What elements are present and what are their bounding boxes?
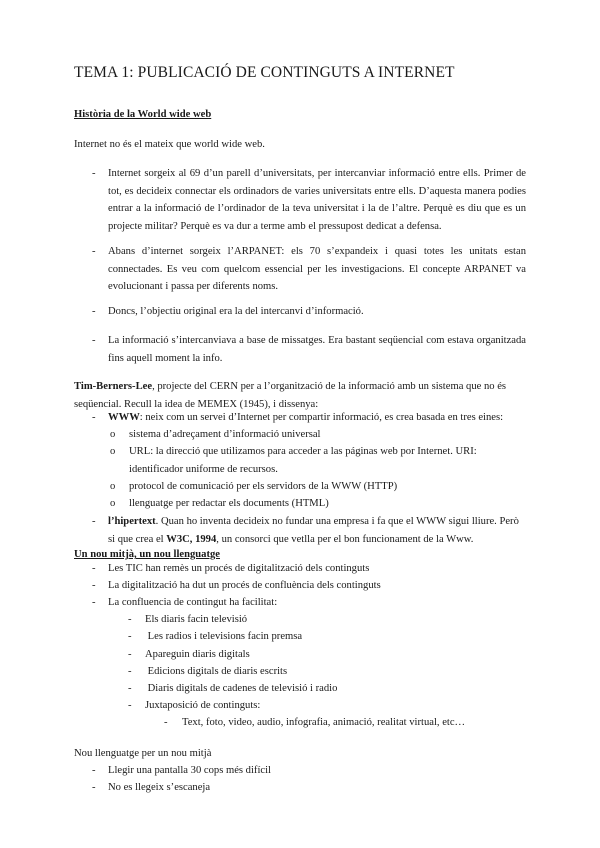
sub-dash: -: [128, 666, 132, 677]
bullet-dash: -: [92, 516, 96, 527]
sub-item-newspapers-tv: Els diaris facin televisió: [145, 614, 248, 625]
hypertext-label: l’hipertext: [108, 516, 156, 527]
bullet-dash: -: [92, 335, 96, 346]
bullet-dash: -: [92, 765, 96, 776]
bullet-screen-reading: Llegir una pantalla 30 cops més difícil: [108, 765, 271, 776]
bullet-dash: -: [92, 563, 96, 574]
bullet-dash: -: [92, 597, 96, 608]
paragraph-arpanet: Abans d’internet sorgeix l’ARPANET: els 70 s’expandeix i quasi totes les unitats estan connectades. Es veu com quelcom essencial per les investigacions. El concepte ARPANET va evolucionant i passa per diferents noms.: [108, 246, 526, 293]
hypertext-text-end: , un consorci que vetlla per el bon funcionament de la Www.: [216, 533, 474, 545]
bullet-confluence: La confluencia de contingut ha facilitat:: [108, 597, 278, 608]
www-label: WWW: [108, 412, 140, 423]
www-text: : neix com un servei d’Internet per compartir informació, es crea basada en tres eines:: [139, 412, 504, 423]
paragraph-www: [108, 409, 528, 427]
tool-url: URL: la direcció que utilizamos para acceder a las páginas web por Internet. URI: identificador uniforme de recursos.: [129, 446, 477, 475]
sub-item-digital-editions: Edicions digitals de diaris escrits: [145, 666, 288, 677]
subsub-dash: -: [164, 717, 168, 728]
bullet-dash: -: [92, 306, 96, 317]
person-name: Tim-Berners-Lee: [74, 381, 153, 392]
bullet-digitalization: La digitalització ha dut un procés de confluència dels continguts: [108, 580, 381, 591]
bullet-tic: Les TIC han remès un procés de digitalització dels continguts: [108, 563, 370, 574]
bullet-dash: -: [92, 412, 96, 423]
sub-dash: -: [128, 700, 132, 711]
circle-bullet: o: [110, 481, 116, 492]
sub-dash: -: [128, 631, 132, 642]
sub-item-digital-newspapers: Apareguin diaris digitals: [145, 649, 250, 660]
circle-bullet: o: [110, 446, 116, 457]
section-heading-new-medium: Un nou mitjà, un nou llenguatge: [74, 549, 220, 560]
circle-bullet: o: [110, 498, 116, 509]
bullet-dash: -: [92, 580, 96, 591]
tool-http: protocol de comunicació per els servidors de la WWW (HTTP): [129, 481, 398, 492]
bullet-dash: -: [92, 246, 96, 257]
sub-dash: -: [128, 683, 132, 694]
sub-item-radio-tv-press: Les radios i televisions facin premsa: [145, 631, 303, 642]
page-title: TEMA 1: PUBLICACIÓ DE CONTINGUTS A INTERNET: [74, 64, 455, 81]
sub-dash: -: [128, 649, 132, 660]
section-heading-history: Història de la World wide web: [74, 109, 212, 120]
paragraph-hypertext: [108, 513, 528, 548]
paragraph-internet-origin: Internet sorgeix al 69 d’un parell d’universitats, per intercanviar informació entre ells. Primer de tot, es decideix connectar els ordinadors de varies universitats entre ells. D’aquesta manera podies entrar a la informació de l’ordinador de la teva universitat i la de l’altre. Perquè es diu que es un projecte militar? Perquè es va dur a terme amb el pressupost dedicat a defensa.: [108, 168, 526, 232]
circle-bullet: o: [110, 429, 116, 440]
sub-dash: -: [128, 614, 132, 625]
new-language-intro: Nou llenguatge per un nou mitjà: [74, 748, 212, 759]
bullet-scanning: No es llegeix s’escaneja: [108, 782, 211, 793]
timbl-text: , projecte del CERN per a l’organització de la informació amb un sistema que no és seqüencial. Recull la idea de MEMEX (1945), i dissenya:: [74, 381, 507, 410]
hypertext-text: . Quan ho inventa decideix no fundar una empresa i fa que el WWW sigui lliure. Però si que crea el: [108, 516, 519, 545]
tool-addressing: sistema d’adreçament d’informació universal: [129, 429, 321, 440]
sub-item-juxtaposition: Juxtaposició de continguts:: [145, 700, 261, 711]
sub-item-tv-radio-digital: Diaris digitals de cadenes de televisió i radio: [145, 683, 338, 694]
tool-html: llenguatge per redactar els documents (HTML): [129, 498, 329, 509]
bullet-dash: -: [92, 168, 96, 179]
paragraph-tim-berners-lee: [74, 378, 528, 413]
bullet-dash: -: [92, 782, 96, 793]
paragraph-objective: Doncs, l’objectiu original era la del intercanvi d’informació.: [108, 306, 364, 317]
w3c-label: W3C, 1994: [166, 533, 217, 545]
intro-text: Internet no és el mateix que world wide web.: [74, 139, 265, 150]
subsub-item-media-types: Text, foto, video, audio, infografia, animació, realitat virtual, etc…: [182, 717, 466, 728]
paragraph-messages: La informació s’intercanviava a base de missatges. Era bastant seqüencial com estava organitzada fins aquell moment la info.: [108, 335, 526, 364]
